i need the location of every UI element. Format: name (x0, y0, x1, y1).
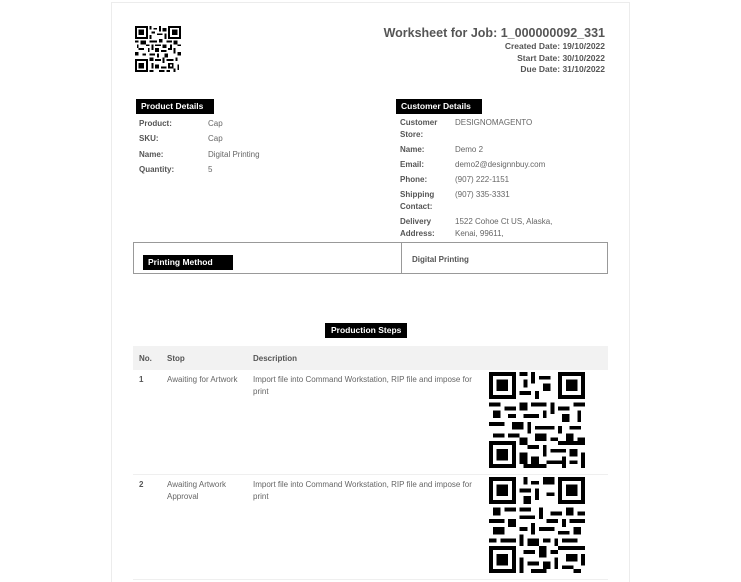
customer-store-row: Customer Store: DESIGNOMAGENTO (400, 118, 533, 139)
production-steps-heading-wrap (325, 320, 407, 338)
table-header (133, 346, 608, 370)
printing-method-label: Printing Method (143, 255, 233, 270)
table-row: 2 Awaiting Artwork Approval Import file into Command Workstation, RIP file and impose for print (133, 475, 608, 580)
name-row: Name: Digital Printing (139, 149, 260, 159)
qr-code-icon (135, 26, 181, 72)
printing-method-box (133, 242, 608, 274)
column-description: Description (253, 353, 298, 363)
sku-row: SKU: Cap (139, 134, 223, 143)
shipping-contact-row: Shipping Contact: (907) 335-3331 (400, 190, 510, 211)
customer-details-heading: Customer Details (396, 99, 482, 114)
printing-method-value: Digital Printing (412, 255, 469, 264)
qr-code-icon (489, 477, 585, 573)
customer-details-section (396, 96, 616, 240)
due-date: Due Date: 31/10/2022 (520, 64, 605, 74)
created-date: Created Date: 19/10/2022 (504, 41, 605, 51)
column-stop: Stop (167, 353, 185, 363)
product-details-section (136, 96, 376, 176)
column-no: No. (139, 353, 152, 363)
email-row: Email: demo2@designnbuy.com (400, 160, 546, 169)
delivery-address-row: Delivery Address: 1522 Cohoe Ct US, Alaska, Kenai, 99611, (400, 217, 553, 238)
production-steps-table (133, 346, 608, 580)
table-row: 1 Awaiting for Artwork Import file into Command Workstation, RIP file and impose for print (133, 370, 608, 475)
start-date: Start Date: 30/10/2022 (517, 52, 605, 63)
production-steps-heading: Production Steps (325, 323, 407, 338)
worksheet-header (384, 26, 605, 76)
customer-name-row: Name: Demo 2 (400, 145, 484, 154)
quantity-row: Quantity: 5 (139, 165, 213, 174)
product-row: Product: Cap (139, 118, 223, 128)
product-details-heading: Product Details (136, 99, 214, 114)
phone-row: Phone: (907) 222-1151 (400, 175, 510, 184)
qr-code-icon (489, 372, 585, 468)
page-title: Worksheet for Job: 1_000000092_331 (383, 26, 605, 40)
